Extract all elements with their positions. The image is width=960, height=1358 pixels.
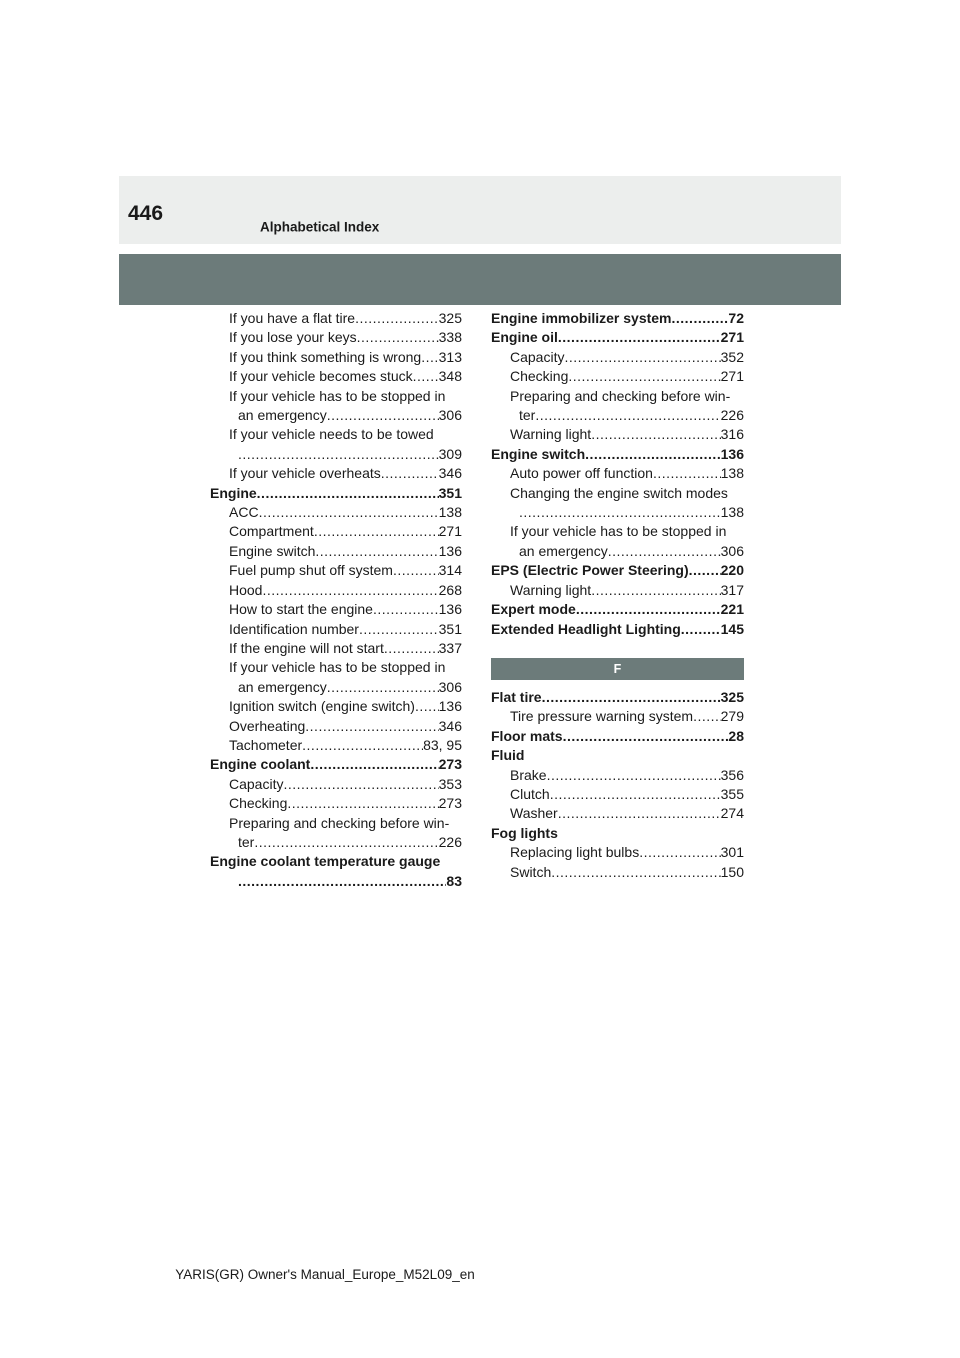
index-entry	[491, 367, 744, 386]
index-entry-leader	[535, 406, 720, 425]
index-entry-label: If you lose your keys	[229, 329, 357, 346]
index-entry-page: 273	[438, 756, 462, 773]
index-entry-page: 138	[720, 504, 744, 521]
index-entry-label: If your vehicle has to be stopped in	[510, 523, 727, 540]
index-entry-page: 136	[438, 542, 462, 559]
index-entry-page: 309	[438, 445, 462, 462]
index-entry-page: 306	[438, 407, 462, 424]
index-entry-leader	[287, 794, 438, 813]
index-entry	[491, 804, 744, 823]
index-entry-leader	[355, 309, 439, 328]
index-entry-label: ter	[238, 833, 255, 850]
index-entry	[491, 328, 744, 347]
index-entry	[210, 367, 462, 386]
index-entry-page: 279	[720, 708, 744, 725]
page-number: 446	[128, 202, 164, 225]
index-entry-page: 346	[438, 717, 462, 734]
index-entry	[491, 445, 744, 464]
index-entry-page: 348	[438, 368, 462, 385]
index-entry-label: Identification number	[229, 620, 359, 637]
index-entry-leader	[568, 367, 720, 386]
header-band	[119, 176, 841, 244]
index-entry-page: 351	[438, 620, 462, 637]
index-entry	[210, 406, 462, 425]
index-entry-label: Compartment	[229, 523, 314, 540]
index-entry	[210, 542, 462, 561]
index-entry-leader	[359, 620, 439, 639]
index-entry	[210, 600, 462, 619]
index-entry-page: 83	[446, 872, 462, 889]
index-entry	[210, 561, 462, 580]
index-entry-leader	[547, 766, 721, 785]
index-entry-page: 220	[720, 562, 744, 579]
index-entry-page: 351	[438, 484, 462, 501]
index-entry-leader	[551, 863, 720, 882]
index-entry-label: Fuel pump shut off system	[229, 562, 393, 579]
index-entry	[210, 522, 462, 541]
index-entry-label: Capacity	[510, 348, 565, 365]
index-entry-leader	[558, 804, 721, 823]
index-entry-label: If your vehicle needs to be towed	[229, 426, 434, 443]
index-entry-page: 313	[438, 348, 462, 365]
index-entry-page: 353	[438, 775, 462, 792]
index-entry-label: Fog lights	[491, 824, 558, 841]
index-entry	[210, 736, 462, 755]
index-entry-page: 150	[720, 863, 744, 880]
index-entry-label: Tachometer	[229, 736, 303, 753]
index-entry-label: Engine coolant temperature gauge	[210, 853, 441, 870]
index-entry-page: 352	[720, 348, 744, 365]
section-title: Alphabetical Index	[260, 219, 380, 235]
index-entry-page: 355	[720, 785, 744, 802]
index-entry	[491, 522, 744, 541]
index-entry-label: If your vehicle overheats	[229, 465, 381, 482]
index-entry	[210, 484, 462, 503]
index-list-e-continued	[491, 309, 744, 639]
index-entry-label: Preparing and checking before win-	[510, 387, 731, 404]
index-entry-page: 317	[720, 581, 744, 598]
index-entry-label: Ignition switch (engine switch)	[229, 698, 415, 715]
index-entry	[491, 824, 744, 843]
index-column-left	[210, 309, 462, 891]
index-entry-leader	[314, 522, 439, 541]
index-entry-label: an emergency	[238, 678, 327, 695]
index-entry-page: 268	[438, 581, 462, 598]
index-entry-label: Warning light	[510, 581, 592, 598]
index-column-right	[491, 309, 744, 882]
index-entry-leader	[302, 736, 423, 755]
index-entry	[491, 387, 744, 406]
index-entry-leader	[254, 833, 438, 852]
index-entry	[210, 717, 462, 736]
index-entry-label: If you have a flat tire	[229, 310, 356, 326]
index-entry-leader	[373, 600, 439, 619]
index-entry-page: 28	[728, 727, 744, 744]
index-entry-leader	[415, 697, 439, 716]
index-entry	[491, 484, 744, 503]
index-entry-leader	[393, 561, 439, 580]
index-entry-label: Fluid	[491, 747, 525, 764]
index-entry-leader	[327, 678, 439, 697]
index-entry	[491, 561, 744, 580]
index-entry	[210, 697, 462, 716]
index-entry-page: 316	[720, 426, 744, 443]
index-entry-page: 138	[438, 504, 462, 521]
index-entry-leader	[653, 464, 721, 483]
index-entry-label: ACC	[229, 504, 259, 521]
index-entry-leader	[310, 755, 438, 774]
index-entry-page: 306	[720, 542, 744, 559]
index-entry	[491, 406, 744, 425]
index-entry-leader	[421, 348, 438, 367]
index-entry-leader	[591, 581, 720, 600]
index-entry-label: If the engine will not start	[229, 639, 384, 656]
index-entry-page: 138	[720, 465, 744, 482]
index-entry-leader	[283, 775, 438, 794]
index-entry-leader	[564, 348, 720, 367]
index-entry	[210, 852, 462, 871]
index-entry-label: Engine oil	[491, 329, 558, 346]
index-entry-label: How to start the engine	[229, 601, 373, 618]
index-entry-label: If your vehicle has to be stopped in	[229, 659, 446, 676]
index-entry-page: 221	[720, 601, 744, 618]
index-entry-label: Brake	[510, 766, 547, 783]
index-entry	[210, 328, 462, 347]
index-entry-leader	[693, 707, 721, 726]
index-entry-label: If your vehicle has to be stopped in	[229, 387, 446, 404]
index-entry-leader	[639, 843, 720, 862]
index-entry-page: 136	[438, 601, 462, 618]
index-entry-leader	[413, 367, 439, 386]
index-entry-page: 338	[438, 329, 462, 346]
index-entry-leader	[550, 785, 721, 804]
index-entry-label: Overheating	[229, 717, 306, 734]
index-entry-page: 274	[720, 805, 744, 822]
index-entry	[491, 766, 744, 785]
index-entry-label: Flat tire	[491, 688, 542, 705]
index-entry-label: Engine switch	[229, 542, 316, 559]
index-entry	[210, 503, 462, 522]
index-entry-leader	[558, 328, 721, 347]
index-entry	[210, 833, 462, 852]
index-list-f	[491, 688, 744, 882]
index-entry-leader	[681, 620, 721, 639]
index-entry-page: 337	[438, 639, 462, 656]
index-entry	[491, 464, 744, 483]
index-entry-label: an emergency	[238, 407, 327, 424]
index-entry-page: 83, 95	[423, 736, 462, 753]
index-entry	[210, 387, 462, 406]
index-entry	[491, 620, 744, 639]
index-entry	[210, 639, 462, 658]
index-entry-page: 226	[438, 833, 462, 850]
index-entry-leader	[519, 503, 721, 522]
index-entry-page: 325	[438, 310, 462, 326]
index-entry-leader	[384, 639, 439, 658]
index-entry-page: 356	[720, 766, 744, 783]
index-entry-page: 271	[720, 329, 744, 346]
index-entry-label: an emergency	[519, 542, 608, 559]
index-entry	[491, 727, 744, 746]
index-entry	[210, 755, 462, 774]
index-entry	[491, 348, 744, 367]
index-entry	[491, 688, 744, 707]
header-dark-band	[119, 254, 841, 305]
index-entry-page: 136	[438, 698, 462, 715]
index-entry-label: Floor mats	[491, 727, 563, 744]
index-entry-label: ter	[519, 407, 536, 424]
index-entry-leader	[262, 581, 438, 600]
index-entry-label: Expert mode	[491, 601, 576, 618]
index-entry-leader	[357, 328, 439, 347]
index-entry-page: 271	[438, 523, 462, 540]
index-entry-label: Clutch	[510, 785, 550, 802]
index-entry-label: Checking	[229, 795, 288, 812]
index-entry-label: Hood	[229, 581, 263, 598]
index-entry	[491, 581, 744, 600]
index-entry-leader	[327, 406, 439, 425]
index-entry	[210, 794, 462, 813]
index-entry-page: 306	[438, 678, 462, 695]
index-entry-leader	[689, 561, 721, 580]
index-entry-label: Capacity	[229, 775, 284, 792]
index-entry-leader	[305, 717, 438, 736]
index-entry	[491, 600, 744, 619]
index-entry	[210, 464, 462, 483]
index-entry-leader	[238, 872, 446, 891]
index-entry	[210, 425, 462, 444]
index-entry-label: Washer	[510, 805, 558, 822]
index-entry-label: Checking	[510, 368, 569, 385]
index-entry-label: If your vehicle becomes stuck	[229, 368, 413, 385]
index-entry-leader	[608, 542, 721, 561]
index-entry-page: 301	[720, 844, 744, 861]
index-entry-label: Warning light	[510, 426, 592, 443]
index-entry-page: 273	[438, 795, 462, 812]
index-entry	[210, 445, 462, 464]
index-entry-leader	[542, 688, 721, 707]
index-entry	[210, 775, 462, 794]
index-entry-label: If you think something is wrong	[229, 348, 422, 365]
index-entry-page: 145	[720, 620, 744, 637]
index-entry-label: Tire pressure warning system	[510, 708, 694, 725]
index-entry-label: Replacing light bulbs	[510, 844, 640, 861]
index-entry-leader	[238, 445, 439, 464]
index-entry-label: Switch	[510, 863, 552, 880]
index-entry	[210, 348, 462, 367]
index-entry-label: Engine switch	[491, 445, 586, 462]
index-entry-page: 346	[438, 465, 462, 482]
index-entry	[491, 503, 744, 522]
index-entry	[491, 863, 744, 882]
index-entry	[210, 581, 462, 600]
index-entry	[491, 542, 744, 561]
index-entry-page: 136	[720, 445, 744, 462]
index-entry	[491, 843, 744, 862]
index-entry-leader	[259, 503, 439, 522]
index-entry	[210, 620, 462, 639]
index-entry-leader	[576, 600, 721, 619]
index-entry-page: 72	[728, 310, 744, 326]
index-entry	[210, 872, 462, 891]
index-entry	[491, 425, 744, 444]
index-entry-leader	[591, 425, 720, 444]
index-entry-leader	[585, 445, 721, 464]
index-entry-leader	[315, 542, 438, 561]
index-entry-label: Auto power off function	[510, 465, 653, 482]
index-entry-page: 271	[720, 368, 744, 385]
index-entry-label: Changing the engine switch modes	[510, 484, 728, 501]
index-entry-page: 325	[720, 688, 744, 705]
index-entry	[491, 785, 744, 804]
index-entry-label: Preparing and checking before win-	[229, 814, 450, 831]
index-entry-leader	[257, 484, 439, 503]
letter-section-f: F	[491, 658, 744, 680]
index-entry-leader	[563, 727, 729, 746]
index-entry	[210, 678, 462, 697]
index-entry	[491, 746, 744, 765]
footer-manual-title: YARIS(GR) Owner's Manual_Europe_M52L09_en	[175, 1267, 475, 1282]
index-entry-page: 314	[438, 562, 462, 579]
index-entry-page: 226	[720, 407, 744, 424]
index-entry-label: EPS (Electric Power Steering)	[491, 562, 689, 579]
index-entry	[210, 814, 462, 833]
index-entry	[210, 309, 462, 328]
index-entry-label: Engine	[210, 484, 257, 501]
index-entry	[491, 707, 744, 726]
index-entry-label: Engine coolant	[210, 756, 311, 773]
index-entry	[210, 658, 462, 677]
index-entry	[491, 309, 744, 328]
index-entry-leader	[672, 309, 729, 328]
index-entry-label: Extended Headlight Lighting	[491, 620, 681, 637]
index-entry-leader	[381, 464, 439, 483]
index-entry-label: Engine immobilizer system	[491, 310, 672, 326]
